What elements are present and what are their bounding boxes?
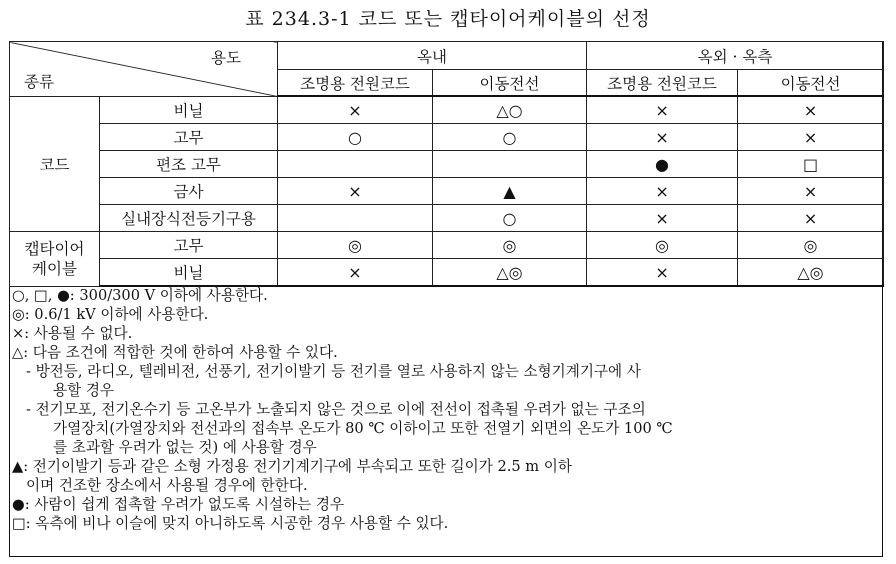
cell-symbol: ◎	[433, 232, 587, 259]
cell-symbol: ×	[587, 96, 738, 124]
cell-symbol: ×	[738, 205, 884, 232]
cell-symbol: ×	[738, 178, 884, 205]
cell-symbol	[278, 151, 433, 178]
cabtyre-label-line1: 캡타이어	[24, 239, 85, 258]
cell-symbol: △◎	[738, 259, 884, 287]
note-line: ×: 사용될 수 없다.	[12, 325, 133, 342]
cell-symbol: ×	[278, 178, 433, 205]
header-row-1	[10, 42, 884, 70]
note-line: 용할 경우	[53, 382, 115, 399]
outdoor-header: 옥외 · 옥측	[587, 42, 884, 70]
table-row	[10, 124, 884, 151]
cell-symbol: ×	[587, 205, 738, 232]
type-label: 종류	[24, 72, 54, 91]
cell-symbol: ◎	[587, 232, 738, 259]
row-name: 비닐	[100, 96, 278, 124]
table-row	[10, 96, 884, 124]
legend-notes	[12, 286, 878, 533]
note-line: - 방전등, 라디오, 텔레비전, 선풍기, 전기이발기 등 전기를 열로 사용하지 않는 소형기계기구에 사	[26, 363, 641, 380]
cell-symbol: ◎	[738, 232, 884, 259]
cell-symbol	[433, 151, 587, 178]
indoor-lighting-power-cord-header: 조명용 전원코드	[278, 70, 433, 97]
table-title: 표 234.3-1 코드 또는 캡타이어케이블의 선정	[245, 8, 651, 30]
cell-symbol	[278, 205, 433, 232]
note-line: - 전기모포, 전기온수기 등 고온부가 노출되지 않은 것으로 이에 전선이 접촉될 우려가 없는 구조의	[26, 401, 646, 418]
cell-symbol: △◎	[433, 259, 587, 287]
cell-symbol: ×	[278, 96, 433, 124]
outdoor-lighting-power-cord-header: 조명용 전원코드	[587, 70, 738, 97]
row-name: 고무	[100, 232, 278, 259]
table-row	[10, 259, 884, 287]
row-name: 비닐	[100, 259, 278, 287]
note-line: ●: 사람이 쉽게 접촉할 우려가 없도록 시설하는 경우	[12, 496, 345, 513]
note-line: 이며 건조한 장소에서 사용될 경우에 한한다.	[26, 477, 308, 494]
note-line: ○, □, ●: 300/300 V 이하에 사용한다.	[12, 287, 268, 304]
note-line: □: 옥측에 비나 이슬에 맞지 아니하도록 시공한 경우 사용할 수 있다.	[12, 515, 449, 532]
cord-group-label: 코드	[10, 96, 100, 232]
cell-symbol: ×	[738, 124, 884, 151]
cell-symbol: ×	[278, 259, 433, 287]
cell-symbol: ●	[587, 151, 738, 178]
cabtyre-label-line2: 케이블	[32, 259, 77, 278]
table-row	[10, 151, 884, 178]
note-line: △: 다음 조건에 적합한 것에 한하여 사용할 수 있다.	[12, 344, 338, 361]
row-name: 편조 고무	[100, 151, 278, 178]
cell-symbol: ○	[433, 124, 587, 151]
cell-symbol: ×	[587, 178, 738, 205]
selection-table	[9, 41, 884, 287]
table-row	[10, 232, 884, 259]
row-name: 실내장식전등기구용	[100, 205, 278, 232]
note-line: 를 초과할 우려가 없는 것) 에 사용할 경우	[53, 439, 317, 456]
indoor-mobile-wire-header: 이동전선	[433, 70, 587, 97]
cell-symbol: ○	[433, 205, 587, 232]
use-label: 용도	[211, 49, 241, 67]
cell-symbol: ▲	[433, 178, 587, 205]
note-line: ◎: 0.6/1 kV 이하에 사용한다.	[12, 306, 209, 323]
row-name: 금사	[100, 178, 278, 205]
cell-symbol: ×	[587, 259, 738, 287]
cabtyre-group-label	[10, 232, 100, 287]
cell-symbol: □	[738, 151, 884, 178]
cell-symbol: ◎	[278, 232, 433, 259]
outdoor-mobile-wire-header: 이동전선	[738, 70, 884, 97]
cell-symbol: ○	[278, 124, 433, 151]
note-line: ▲: 전기이발기 등과 같은 소형 가정용 전기기계기구에 부속되고 또한 길이가 2.5 m 이하	[12, 458, 572, 475]
table-row	[10, 178, 884, 205]
cell-symbol: ×	[587, 124, 738, 151]
indoor-header: 옥내	[278, 42, 587, 70]
row-name: 고무	[100, 124, 278, 151]
note-line: 가열장치(가열장치와 전선과의 접속부 온도가 80 ℃ 이하이고 또한 전열기 외면의 온도가 100 ℃	[53, 420, 673, 437]
cell-symbol: ×	[738, 96, 884, 124]
table-row	[10, 205, 884, 232]
cell-symbol: △○	[433, 96, 587, 124]
diagonal-header-cell	[10, 42, 278, 97]
